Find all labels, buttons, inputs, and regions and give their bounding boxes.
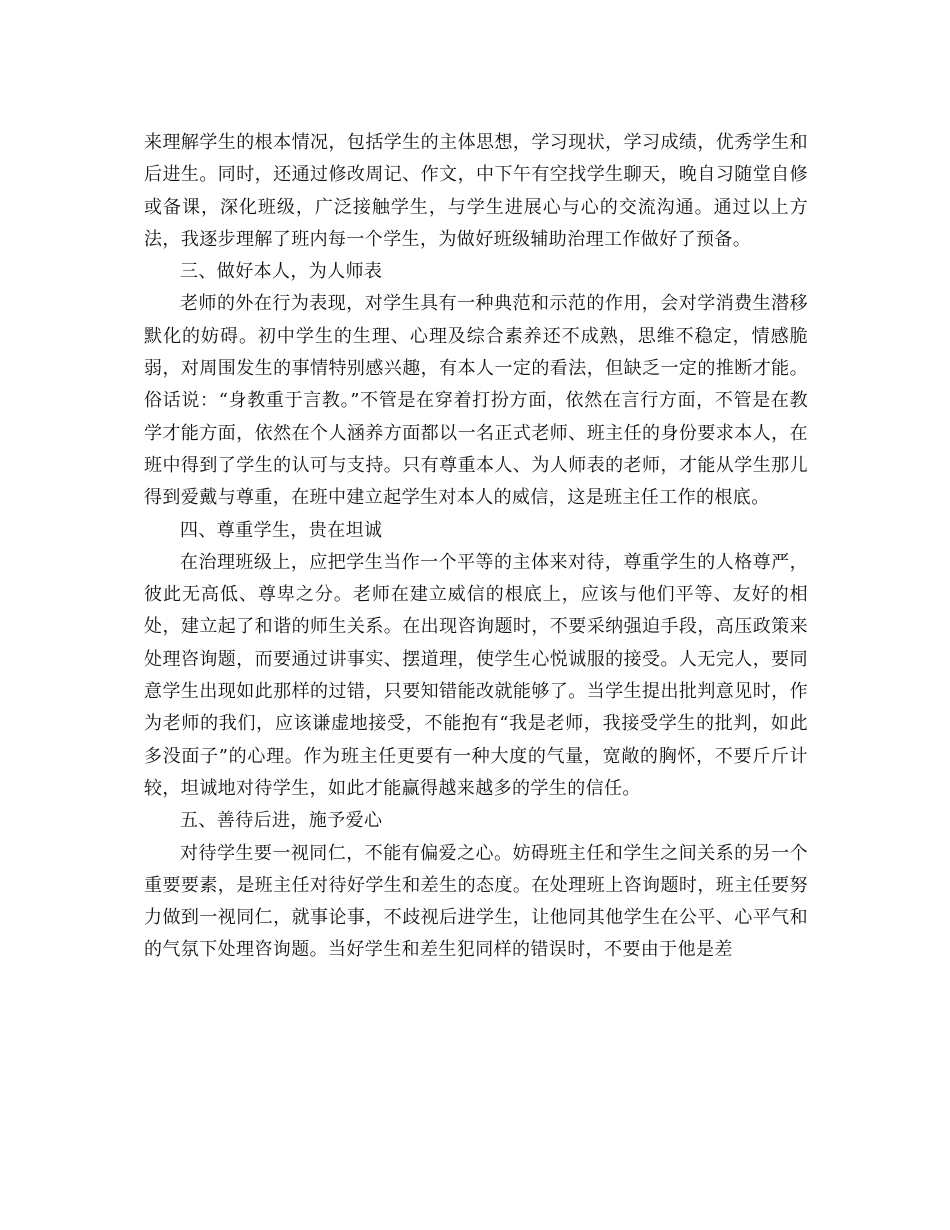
paragraph-continued: 来理解学生的根本情况，包括学生的主体思想，学习现状，学习成绩，优秀学生和后进生。同时，还通过修改周记、作文，中下午有空找学生聊天，晚自习随堂自修或备课，深化班级，广泛接触学生，与学生进展心与心的交流沟通。通过以上方法，我逐步理解了班内每一个学生，为做好班级辅助治理工作做好了预备。	[144, 132, 808, 250]
document-body	[144, 127, 808, 967]
paragraph: 老师的外在行为表现，对学生具有一种典范和示范的作用，会对学消费生潜移默化的妨碍。初中学生的生理、心理及综合素养还不成熟，思维不稳定，情感脆弱，对周围发生的事情特别感兴趣，有本人一定的看法，但缺乏一定的推断才能。俗话说：“身教重于言教。”不管是在穿着打扮方面，依然在言行方面，不管是在教学才能方面，依然在个人涵养方面都以一名正式老师、班主任的身份要求本人，在班中得到了学生的认可与支持。只有尊重本人、为人师表的老师，才能从学生那儿得到爱戴与尊重，在班中建立起学生对本人的威信，这是班主任工作的根底。	[144, 293, 808, 509]
paragraph: 在治理班级上，应把学生当作一个平等的主体来对待，尊重学生的人格尊严，彼此无高低、尊卑之分。老师在建立威信的根底上，应该与他们平等、友好的相处，建立起了和谐的师生关系。在出现咨询题时，不要采纳强迫手段，高压政策来处理咨询题，而要通过讲事实、摆道理，使学生心悦诚服的接受。人无完人，要同意学生出现如此那样的过错，只要知错能改就能够了。当学生提出批判意见时，作为老师的我们，应该谦虚地接受，不能抱有“我是老师，我接受学生的批判，如此多没面子”的心理。作为班主任更要有一种大度的气量，宽敞的胸怀，不要斤斤计较，坦诚地对待学生，如此才能赢得越来越多的学生的信任。	[144, 551, 808, 799]
section-heading-4: 四、尊重学生，贵在坦诚	[180, 519, 383, 541]
section-heading-3: 三、做好本人，为人师表	[180, 261, 383, 283]
paragraph: 对待学生要一视同仁，不能有偏爱之心。妨碍班主任和学生之间关系的另一个重要要素，是班主任对待好学生和差生的态度。在处理班上咨询题时，班主任要努力做到一视同仁，就事论事，不歧视后进学生，让他同其他学生在公平、心平气和的气氛下处理咨询题。当好学生和差生犯同样的错误时，不要由于他是差	[144, 842, 808, 961]
section-heading-5: 五、善待后进，施予爱心	[180, 810, 383, 832]
